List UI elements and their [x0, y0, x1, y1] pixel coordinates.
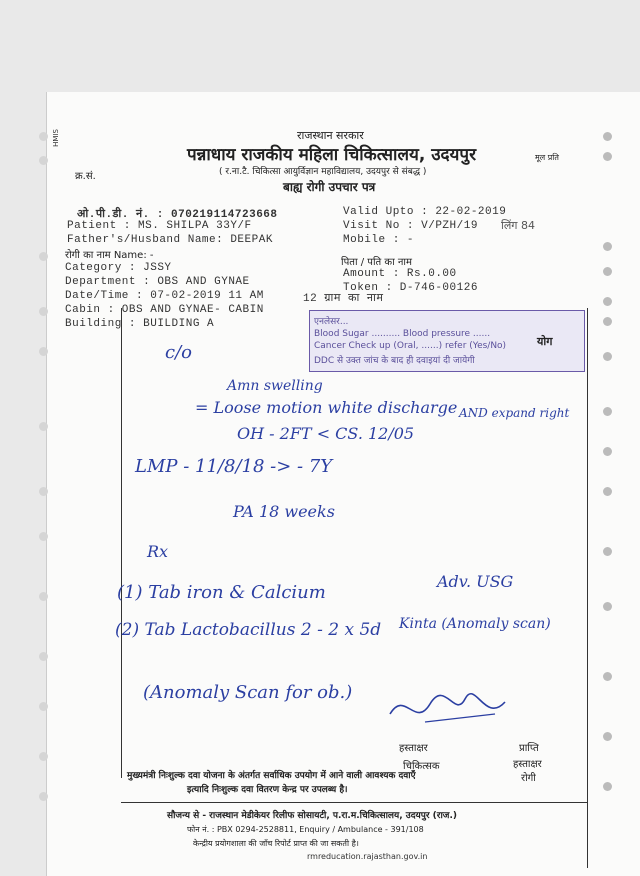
note-pa: PA 18 weeks [233, 502, 335, 521]
form-title: बाह्य रोगी उपचार पत्र [283, 180, 376, 194]
copy-label: मूल प्रति [535, 153, 559, 162]
category: Category : JSSY [65, 262, 172, 274]
valid-upto: Valid Upto : 22-02-2019 [343, 206, 507, 218]
lab-line: केन्द्रीय प्रयोगशाला की जाँच रिपोर्ट प्राप्त की जा सकती है। [193, 839, 359, 848]
stamp-line-1: एनलेसर... [314, 317, 349, 327]
stamp-line-2: Blood Sugar .......... Blood pressure ...... [314, 329, 491, 339]
stamp-line-3: Cancer Check up (Oral, ......) refer (Yes/No) [314, 341, 507, 351]
phone-line: फोन नं. : PBX 0294-2528811, Enquiry / Ambulance - 391/108 [187, 825, 424, 834]
patient-sign-label: हस्ताक्षर [513, 759, 542, 770]
right-holes [603, 92, 615, 876]
cabin: Cabin : OBS AND GYNAE- CABIN [65, 304, 264, 316]
serial-label: क्र.सं. [75, 171, 96, 182]
note-lmp: LMP - 11/8/18 -> - 7Y [135, 456, 333, 477]
stamp-line-4: DDC से उक्त जांच के बाद ही दवाइयां दी जायेगी [314, 356, 475, 366]
scheme-line-2: इत्यादि निःशुल्क दवा वितरण केन्द्र पर उपलब्ध है। [187, 785, 348, 795]
doctor-signature [385, 684, 515, 734]
amount: Amount : Rs.0.00 [343, 268, 457, 280]
note-tab-iron: (1) Tab iron & Calcium [117, 582, 326, 603]
department: Department : OBS AND GYNAE [65, 276, 250, 288]
opd-slip [46, 92, 640, 876]
doctor-label: चिकित्सक [403, 761, 440, 772]
side-code: HMIS [51, 129, 60, 147]
sex-label: लिंग 84 [501, 219, 535, 232]
note-loose-motion: = Loose motion white discharge [195, 398, 458, 417]
left-holes [39, 92, 51, 876]
parent-name-hindi: पिता / पति का नाम [341, 257, 413, 268]
note-amn: Amn swelling [227, 378, 323, 394]
total-label: योग [537, 335, 553, 348]
affiliation: ( र.ना.टै. चिकित्सा आयुर्विज्ञान महाविद्यालय, उदयपुर से संबद्ध ) [219, 167, 427, 177]
right-border [587, 308, 588, 868]
token: Token : D-746-00126 [343, 282, 478, 294]
note-tab-lacto: (2) Tab Lactobacillus 2 - 2 x 5d [115, 620, 382, 640]
opd-number: ओ.पी.डी. नं. : 070219114723668 [77, 209, 278, 221]
scheme-line-1: मुख्यमंत्री निःशुल्क दवा योजना के अंतर्गत सर्वाधिक उपयोग में आने वाली आवश्यक दवाएँ [127, 771, 416, 781]
note-anomaly-scan: (Anomaly Scan for ob.) [143, 682, 353, 703]
patient-label: रोगी [521, 773, 536, 784]
doctor-sign-label: हस्ताक्षर [399, 743, 428, 754]
left-border [121, 308, 122, 778]
society-line: सौजन्य से - राजस्थान मेडीकेयर रिलीफ सोसायटी, प.रा.म.चिकित्सालय, उदयपुर (राज.) [167, 811, 457, 821]
patient-name: Patient : MS. SHILPA 33Y/F [67, 220, 252, 232]
visit-number: Visit No : V/PZH/19 [343, 220, 478, 232]
note-expand: AND expand right [459, 406, 570, 420]
mobile: Mobile : - [343, 234, 415, 246]
note-rx: Rx [147, 542, 169, 561]
hospital-name: पन्नाधाय राजकीय महिला चिकित्सालय, उदयपुर [187, 145, 477, 165]
bottom-rule [121, 802, 587, 803]
husband-name: Father's/Husband Name: DEEPAK [67, 234, 273, 246]
website: rmreducation.rajasthan.gov.in [307, 852, 428, 861]
received-label: प्राप्ति [519, 743, 539, 754]
note-adv-usg: Adv. USG [437, 572, 514, 591]
note-oh: OH - 2FT < CS. 12/05 [237, 424, 415, 443]
note-anomaly-kinta: Kinta (Anomaly scan) [399, 616, 551, 632]
building: Building : BUILDING A [65, 318, 215, 330]
date-time: Date/Time : 07-02-2019 11 AM [65, 290, 264, 302]
patient-name-hindi: रोगी का नाम Name: - [65, 250, 154, 261]
note-co: c/o [165, 342, 192, 363]
govt-label: राजस्थान सरकार [297, 129, 364, 142]
age-village: 12 ग्राम का नाम [303, 293, 384, 305]
